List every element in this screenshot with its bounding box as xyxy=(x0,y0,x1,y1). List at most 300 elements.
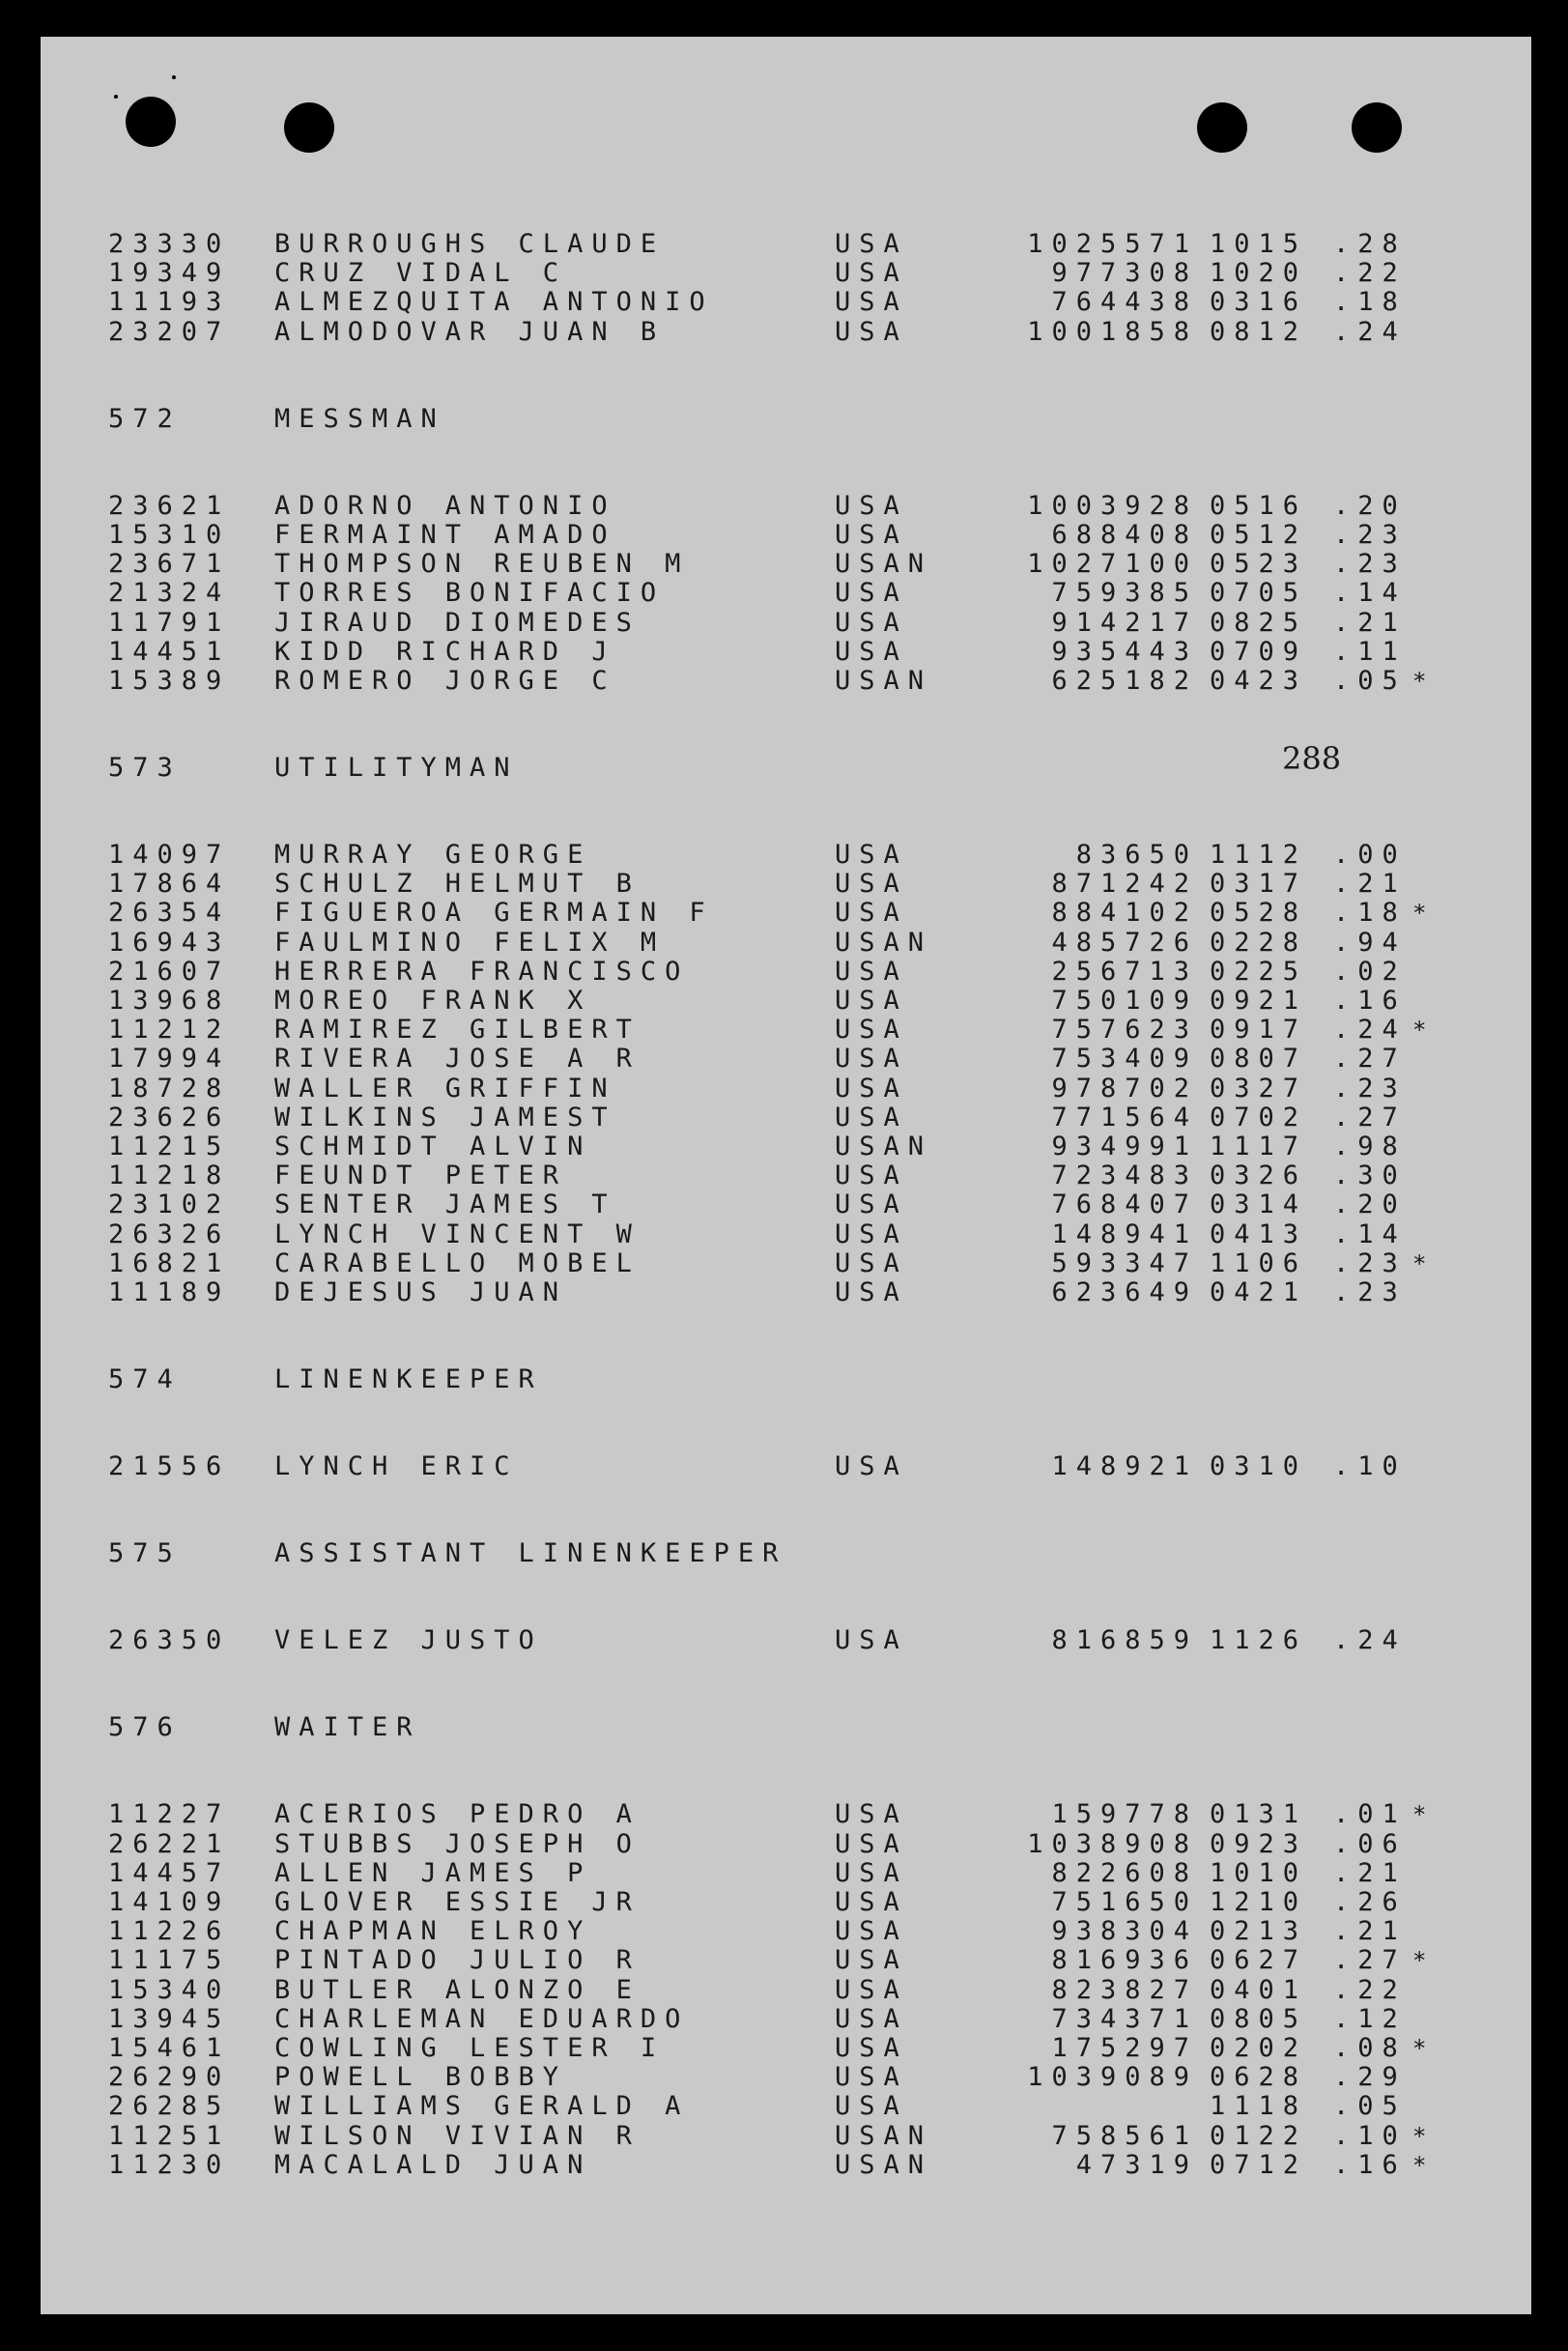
crew-number: 623649 xyxy=(1051,1276,1198,1307)
crew-rate: .27 xyxy=(1333,1945,1407,1976)
crew-name: POWELL BOBBY xyxy=(274,2062,568,2093)
crew-date: 0812 xyxy=(1210,316,1308,347)
crew-nationality: USAN xyxy=(835,549,933,580)
crew-name: LYNCH ERIC xyxy=(274,1451,519,1482)
crew-nationality: USA xyxy=(835,1916,908,1947)
crew-id: 13968 xyxy=(108,986,231,1016)
crew-row xyxy=(108,1800,1480,1829)
crew-date: 0807 xyxy=(1210,1044,1308,1075)
crew-row xyxy=(108,288,1480,317)
crew-row xyxy=(108,230,1480,259)
section-title: LINENKEEPER xyxy=(274,1364,543,1395)
crew-name: WILLIAMS GERALD A xyxy=(274,2091,690,2122)
crew-rate: .18 xyxy=(1333,898,1407,929)
crew-name: CHARLEMAN EDUARDO xyxy=(274,2003,690,2034)
crew-name: FERMAINT AMADO xyxy=(274,519,616,550)
crew-date: 1106 xyxy=(1210,1247,1308,1278)
crew-rate: .24 xyxy=(1333,1625,1407,1656)
section-heading xyxy=(108,1365,1480,1394)
crew-rate: .20 xyxy=(1333,1190,1407,1220)
crew-nationality: USA xyxy=(835,1073,908,1104)
crew-number: 83650 xyxy=(1075,840,1198,871)
crew-row xyxy=(108,841,1480,870)
crew-number: 751650 xyxy=(1051,1887,1198,1917)
crew-nationality: USAN xyxy=(835,2149,933,2180)
crew-name: VELEZ JUSTO xyxy=(274,1625,543,1656)
crew-row xyxy=(108,638,1480,667)
crew-number: 148941 xyxy=(1051,1219,1198,1249)
crew-name: LYNCH VINCENT W xyxy=(274,1219,641,1249)
crew-nationality: USA xyxy=(835,1044,908,1075)
crew-rate: .14 xyxy=(1333,1219,1407,1249)
crew-rate: .21 xyxy=(1333,1916,1407,1947)
crew-row xyxy=(108,2063,1480,2092)
crew-rate: .22 xyxy=(1333,1974,1407,2005)
crew-date: 0627 xyxy=(1210,1945,1308,1976)
crew-date: 0401 xyxy=(1210,1974,1308,2005)
crew-number: 823827 xyxy=(1051,1974,1198,2005)
crew-number: 175297 xyxy=(1051,2032,1198,2063)
crew-rate: .24 xyxy=(1333,1015,1407,1046)
crew-row xyxy=(108,929,1480,958)
crew-number: 759385 xyxy=(1051,578,1198,609)
crew-name: GLOVER ESSIE JR xyxy=(274,1887,641,1917)
crew-number: 884102 xyxy=(1051,898,1198,929)
crew-rate: .22 xyxy=(1333,258,1407,289)
crew-id: 11189 xyxy=(108,1276,231,1307)
crew-nationality: USA xyxy=(835,1219,908,1249)
crew-row xyxy=(108,318,1480,347)
crew-row xyxy=(108,958,1480,987)
crew-date: 0213 xyxy=(1210,1916,1308,1947)
crew-number: 938304 xyxy=(1051,1916,1198,1947)
crew-rate: .23 xyxy=(1333,549,1407,580)
crew-id: 11227 xyxy=(108,1799,231,1830)
crew-name: ALLEN JAMES P xyxy=(274,1857,592,1888)
crew-date: 0202 xyxy=(1210,2032,1308,2063)
crew-number: 1038908 xyxy=(1027,1828,1198,1859)
crew-rate: .00 xyxy=(1333,840,1407,871)
crew-number: 1025571 xyxy=(1027,229,1198,259)
crew-number: 768407 xyxy=(1051,1190,1198,1220)
crew-nationality: USAN xyxy=(835,2120,933,2151)
crew-name: WALLER GRIFFIN xyxy=(274,1073,616,1104)
crew-id: 14109 xyxy=(108,1887,231,1917)
crew-rate: .02 xyxy=(1333,956,1407,987)
punch-hole xyxy=(1197,102,1247,153)
crew-id: 11791 xyxy=(108,607,231,638)
crew-row xyxy=(108,1859,1480,1888)
crew-name: CRUZ VIDAL C xyxy=(274,258,568,289)
crew-nationality: USA xyxy=(835,1828,908,1859)
crew-name: FEUNDT PETER xyxy=(274,1161,568,1191)
crew-name: PINTADO JULIO R xyxy=(274,1945,641,1976)
section-heading xyxy=(108,740,1480,784)
crew-date: 0917 xyxy=(1210,1015,1308,1046)
speck xyxy=(172,75,176,79)
crew-rate: .27 xyxy=(1333,1102,1407,1132)
crew-nationality: USA xyxy=(835,287,908,318)
crew-date: 1210 xyxy=(1210,1887,1308,1917)
crew-rate: .28 xyxy=(1333,229,1407,259)
crew-rate: .20 xyxy=(1333,490,1407,521)
crew-number: 1039089 xyxy=(1027,2062,1198,2093)
crew-row xyxy=(108,1190,1480,1219)
crew-number: 1001858 xyxy=(1027,316,1198,347)
crew-row xyxy=(108,521,1480,550)
crew-id: 21607 xyxy=(108,956,231,987)
crew-row xyxy=(108,667,1480,696)
crew-id: 17864 xyxy=(108,869,231,900)
crew-number: 914217 xyxy=(1051,607,1198,638)
crew-name: RIVERA JOSE A R xyxy=(274,1044,641,1075)
crew-row xyxy=(108,2092,1480,2121)
crew-rate: .21 xyxy=(1333,607,1407,638)
crew-date: 1117 xyxy=(1210,1131,1308,1161)
crew-id: 26350 xyxy=(108,1625,231,1656)
crew-name: THOMPSON REUBEN M xyxy=(274,549,690,580)
crew-id: 14097 xyxy=(108,840,231,871)
crew-row xyxy=(108,492,1480,521)
crew-name: ADORNO ANTONIO xyxy=(274,490,616,521)
crew-nationality: USA xyxy=(835,1276,908,1307)
crew-rate: .10 xyxy=(1333,2120,1407,2151)
section-code: 576 xyxy=(108,1712,182,1743)
crew-row xyxy=(108,259,1480,288)
crew-date: 0923 xyxy=(1210,1828,1308,1859)
crew-rate: .23 xyxy=(1333,519,1407,550)
crew-number: 935443 xyxy=(1051,636,1198,667)
crew-rate: .23 xyxy=(1333,1247,1407,1278)
crew-row xyxy=(108,1161,1480,1190)
crew-id: 23626 xyxy=(108,1102,231,1132)
crew-id: 17994 xyxy=(108,1044,231,1075)
crew-rate: .11 xyxy=(1333,636,1407,667)
crew-row xyxy=(108,1104,1480,1132)
crew-rate: .01 xyxy=(1333,1799,1407,1830)
crew-row xyxy=(108,1249,1480,1278)
crew-nationality: USA xyxy=(835,956,908,987)
crew-id: 14457 xyxy=(108,1857,231,1888)
crew-name: WILSON VIVIAN R xyxy=(274,2120,641,2151)
crew-date: 0516 xyxy=(1210,490,1308,521)
crew-name: KIDD RICHARD J xyxy=(274,636,616,667)
crew-nationality: USA xyxy=(835,519,908,550)
crew-row xyxy=(108,579,1480,608)
crew-name: TORRES BONIFACIO xyxy=(274,578,666,609)
crew-number: 148921 xyxy=(1051,1451,1198,1482)
crew-number: 593347 xyxy=(1051,1247,1198,1278)
crew-date: 0512 xyxy=(1210,519,1308,550)
crew-nationality: USA xyxy=(835,258,908,289)
crew-number: 764438 xyxy=(1051,287,1198,318)
crew-id: 26290 xyxy=(108,2062,231,2093)
crew-date: 0702 xyxy=(1210,1102,1308,1132)
crew-rate: .06 xyxy=(1333,1828,1407,1859)
crew-rate: .23 xyxy=(1333,1073,1407,1104)
crew-nationality: USA xyxy=(835,840,908,871)
crew-nationality: USA xyxy=(835,1799,908,1830)
crew-name: STUBBS JOSEPH O xyxy=(274,1828,641,1859)
crew-name: SENTER JAMES T xyxy=(274,1190,616,1220)
crew-name: ROMERO JORGE C xyxy=(274,665,616,696)
crew-nationality: USA xyxy=(835,1625,908,1656)
crew-row xyxy=(108,870,1480,899)
crew-rate: .12 xyxy=(1333,2003,1407,2034)
crew-name: MACALALD JUAN xyxy=(274,2149,592,2180)
crew-row xyxy=(108,1888,1480,1917)
crew-rate: .05 xyxy=(1333,665,1407,696)
crew-id: 11175 xyxy=(108,1945,231,1976)
crew-nationality: USA xyxy=(835,1015,908,1046)
crew-number: 723483 xyxy=(1051,1161,1198,1191)
crew-date: 1118 xyxy=(1210,2091,1308,2122)
crew-row xyxy=(108,1976,1480,2005)
crew-id: 23671 xyxy=(108,549,231,580)
crew-date: 1015 xyxy=(1210,229,1308,259)
page-number: 288 xyxy=(1282,740,1342,778)
crew-date: 0310 xyxy=(1210,1451,1308,1482)
crew-date: 0316 xyxy=(1210,287,1308,318)
crew-date: 0326 xyxy=(1210,1161,1308,1191)
crew-id: 11215 xyxy=(108,1131,231,1161)
crew-row xyxy=(108,1016,1480,1045)
crew-nationality: USA xyxy=(835,316,908,347)
crew-nationality: USA xyxy=(835,229,908,259)
crew-rate: .18 xyxy=(1333,287,1407,318)
crew-id: 11218 xyxy=(108,1161,231,1191)
crew-row xyxy=(108,2151,1480,2180)
asterisk-mark: * xyxy=(1412,667,1436,695)
crew-number: 871242 xyxy=(1051,869,1198,900)
asterisk-mark: * xyxy=(1412,1801,1436,1829)
asterisk-mark: * xyxy=(1412,1947,1436,1975)
crew-row xyxy=(108,1045,1480,1074)
asterisk-mark: * xyxy=(1412,1017,1436,1045)
crew-id: 21556 xyxy=(108,1451,231,1482)
section-title: UTILITYMAN xyxy=(274,753,519,784)
crew-rate: .05 xyxy=(1333,2091,1407,2122)
crew-name: BURROUGHS CLAUDE xyxy=(274,229,666,259)
crew-rate: .29 xyxy=(1333,2062,1407,2093)
crew-date: 1020 xyxy=(1210,258,1308,289)
crew-id: 19349 xyxy=(108,258,231,289)
crew-name: COWLING LESTER I xyxy=(274,2032,666,2063)
crew-row xyxy=(108,2005,1480,2034)
section-title: WAITER xyxy=(274,1712,421,1743)
crew-date: 0421 xyxy=(1210,1276,1308,1307)
crew-nationality: USA xyxy=(835,1974,908,2005)
crew-row xyxy=(108,899,1480,928)
crew-id: 11193 xyxy=(108,287,231,318)
crew-nationality: USA xyxy=(835,1451,908,1482)
crew-date: 0122 xyxy=(1210,2120,1308,2151)
crew-date: 0805 xyxy=(1210,2003,1308,2034)
crew-row xyxy=(108,1830,1480,1859)
crew-nationality: USA xyxy=(835,2003,908,2034)
crew-row xyxy=(108,1220,1480,1249)
crew-id: 11226 xyxy=(108,1916,231,1947)
crew-number: 1003928 xyxy=(1027,490,1198,521)
section-code: 573 xyxy=(108,753,182,784)
asterisk-mark: * xyxy=(1412,1249,1436,1277)
crew-date: 0423 xyxy=(1210,665,1308,696)
crew-name: BUTLER ALONZO E xyxy=(274,1974,641,2005)
section-heading xyxy=(108,405,1480,434)
asterisk-mark: * xyxy=(1412,2122,1436,2150)
crew-rate: .24 xyxy=(1333,316,1407,347)
crew-nationality: USA xyxy=(835,490,908,521)
crew-date: 0628 xyxy=(1210,2062,1308,2093)
crew-id: 18728 xyxy=(108,1073,231,1104)
crew-number: 750109 xyxy=(1051,986,1198,1016)
crew-rate: .08 xyxy=(1333,2032,1407,2063)
crew-nationality: USA xyxy=(835,636,908,667)
crew-id: 23330 xyxy=(108,229,231,259)
crew-id: 15310 xyxy=(108,519,231,550)
crew-date: 0921 xyxy=(1210,986,1308,1016)
asterisk-mark: * xyxy=(1412,2151,1436,2179)
asterisk-mark: * xyxy=(1412,900,1436,928)
crew-number: 816936 xyxy=(1051,1945,1198,1976)
section-code: 575 xyxy=(108,1538,182,1569)
crew-number: 978702 xyxy=(1051,1073,1198,1104)
crew-number: 625182 xyxy=(1051,665,1198,696)
crew-name: MURRAY GEORGE xyxy=(274,840,592,871)
crew-row xyxy=(108,987,1480,1016)
punch-hole xyxy=(284,102,334,153)
crew-number: 688408 xyxy=(1051,519,1198,550)
crew-id: 23102 xyxy=(108,1190,231,1220)
section-code: 572 xyxy=(108,403,182,434)
section-code: 574 xyxy=(108,1364,182,1395)
crew-date: 1112 xyxy=(1210,840,1308,871)
crew-date: 0314 xyxy=(1210,1190,1308,1220)
crew-date: 0712 xyxy=(1210,2149,1308,2180)
crew-id: 11251 xyxy=(108,2120,231,2151)
crew-number: 256713 xyxy=(1051,956,1198,987)
crew-number: 734371 xyxy=(1051,2003,1198,2034)
crew-name: RAMIREZ GILBERT xyxy=(274,1015,641,1046)
crew-date: 0523 xyxy=(1210,549,1308,580)
crew-id: 16821 xyxy=(108,1247,231,1278)
crew-row xyxy=(108,550,1480,579)
crew-rate: .21 xyxy=(1333,1857,1407,1888)
crew-row xyxy=(108,609,1480,638)
crew-name: WILKINS JAMEST xyxy=(274,1102,616,1132)
section-heading xyxy=(108,1539,1480,1568)
punch-hole xyxy=(126,97,176,147)
crew-list xyxy=(108,230,1480,2180)
crew-nationality: USAN xyxy=(835,927,933,958)
crew-nationality: USA xyxy=(835,578,908,609)
crew-number: 1027100 xyxy=(1027,549,1198,580)
crew-number: 816859 xyxy=(1051,1625,1198,1656)
crew-nationality: USA xyxy=(835,2062,908,2093)
crew-id: 13945 xyxy=(108,2003,231,2034)
crew-id: 21324 xyxy=(108,578,231,609)
crew-id: 15461 xyxy=(108,2032,231,2063)
crew-rate: .98 xyxy=(1333,1131,1407,1161)
crew-nationality: USA xyxy=(835,1857,908,1888)
section-title: ASSISTANT LINENKEEPER xyxy=(274,1538,787,1569)
crew-id: 14451 xyxy=(108,636,231,667)
crew-name: CHAPMAN ELROY xyxy=(274,1916,592,1947)
crew-row xyxy=(108,1452,1480,1481)
crew-row xyxy=(108,2122,1480,2151)
crew-id: 23207 xyxy=(108,316,231,347)
crew-date: 0709 xyxy=(1210,636,1308,667)
crew-nationality: USA xyxy=(835,986,908,1016)
crew-nationality: USA xyxy=(835,1161,908,1191)
crew-id: 11212 xyxy=(108,1015,231,1046)
crew-date: 0228 xyxy=(1210,927,1308,958)
crew-name: FAULMINO FELIX M xyxy=(274,927,666,958)
crew-id: 15389 xyxy=(108,665,231,696)
section-title: MESSMAN xyxy=(274,403,445,434)
crew-name: SCHULZ HELMUT B xyxy=(274,869,641,900)
crew-row xyxy=(108,1917,1480,1946)
crew-date: 0413 xyxy=(1210,1219,1308,1249)
crew-id: 26354 xyxy=(108,898,231,929)
crew-id: 15340 xyxy=(108,1974,231,2005)
punch-hole xyxy=(1352,102,1402,153)
crew-name: ALMODOVAR JUAN B xyxy=(274,316,666,347)
crew-nationality: USA xyxy=(835,1190,908,1220)
crew-nationality: USAN xyxy=(835,665,933,696)
crew-nationality: USAN xyxy=(835,1131,933,1161)
crew-nationality: USA xyxy=(835,1887,908,1917)
crew-name: FIGUEROA GERMAIN F xyxy=(274,898,714,929)
crew-number: 822608 xyxy=(1051,1857,1198,1888)
crew-rate: .21 xyxy=(1333,869,1407,900)
crew-number: 159778 xyxy=(1051,1799,1198,1830)
crew-id: 23621 xyxy=(108,490,231,521)
crew-nationality: USA xyxy=(835,2091,908,2122)
crew-date: 0528 xyxy=(1210,898,1308,929)
crew-date: 0327 xyxy=(1210,1073,1308,1104)
crew-rate: .94 xyxy=(1333,927,1407,958)
crew-row xyxy=(108,1946,1480,1975)
crew-row xyxy=(108,2034,1480,2063)
crew-number: 758561 xyxy=(1051,2120,1198,2151)
crew-number: 47319 xyxy=(1075,2149,1198,2180)
crew-rate: .27 xyxy=(1333,1044,1407,1075)
document-page xyxy=(41,37,1531,2314)
crew-date: 0705 xyxy=(1210,578,1308,609)
crew-id: 16943 xyxy=(108,927,231,958)
speck xyxy=(114,95,118,99)
crew-name: DEJESUS JUAN xyxy=(274,1276,568,1307)
crew-nationality: USA xyxy=(835,869,908,900)
crew-nationality: USA xyxy=(835,607,908,638)
crew-number: 977308 xyxy=(1051,258,1198,289)
crew-date: 1126 xyxy=(1210,1625,1308,1656)
crew-name: JIRAUD DIOMEDES xyxy=(274,607,641,638)
crew-rate: .10 xyxy=(1333,1451,1407,1482)
crew-rate: .23 xyxy=(1333,1276,1407,1307)
crew-date: 0317 xyxy=(1210,869,1308,900)
section-heading xyxy=(108,1713,1480,1742)
crew-date: 1010 xyxy=(1210,1857,1308,1888)
crew-row xyxy=(108,1132,1480,1161)
crew-name: ALMEZQUITA ANTONIO xyxy=(274,287,714,318)
crew-date: 0825 xyxy=(1210,607,1308,638)
crew-name: ACERIOS PEDRO A xyxy=(274,1799,641,1830)
crew-name: MOREO FRANK X xyxy=(274,986,592,1016)
crew-row xyxy=(108,1626,1480,1655)
crew-nationality: USA xyxy=(835,1247,908,1278)
